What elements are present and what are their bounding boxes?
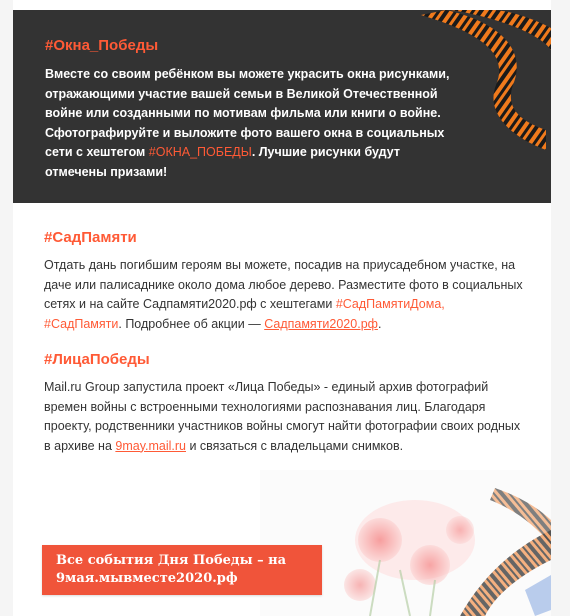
faces-title: #ЛицаПобеды [44,351,150,368]
faces-link[interactable]: 9may.mail.ru [115,438,186,453]
windows-text-1: Вместе со своим ребёнком вы можете украсить окна рисунками, отражающими участие вашей семьи в Великой Отечественной войне или созданными по мотивам фильма или книги о войне. Сфотографируйте и выложите фото вашего окна в социальных сети с хештегом [45,67,450,159]
garden-text-2: . Подробнее об акции — [118,316,265,331]
garden-link[interactable]: Садпамяти2020.рф [264,316,378,331]
faces-text-2: и связаться с владельцами снимков. [186,438,404,453]
garden-text-3: . [377,316,382,331]
windows-hashtag: #ОКНА_ПОБЕДЫ [148,145,252,159]
windows-title: #Окна_Победы [45,37,159,54]
windows-text-2: . Лучшие рисунки будут отмечены призами! [45,145,400,179]
garden-text-1: Отдать дань погибшим героям вы можете, посадив на приусадебном участке, на даче или палисаднике около дома любое дерево. Разместите фото в социальных сетях и на сайте Садпамяти2020.рф с хештегами [44,258,523,311]
garden-hashtags: #СадПамятиДома, #СадПамяти [44,297,445,331]
windows-description [45,65,465,182]
windows-banner [13,10,551,203]
garden-description [44,256,524,334]
faces-text-1: Mail.ru Group запустила проект «Лица Победы» - единый архив фотографий времен войны с встроенными технологиями распознавания лиц. Благодаря проекту, родственники участников войны смогут найти фотографии своих родных в архиве на [44,380,521,453]
garden-title: #СадПамяти [44,229,137,246]
faces-description [44,378,524,456]
victory-day-events-button[interactable]: Все события Дня Победы – на 9мая.мывместе2020.рф [42,545,322,595]
